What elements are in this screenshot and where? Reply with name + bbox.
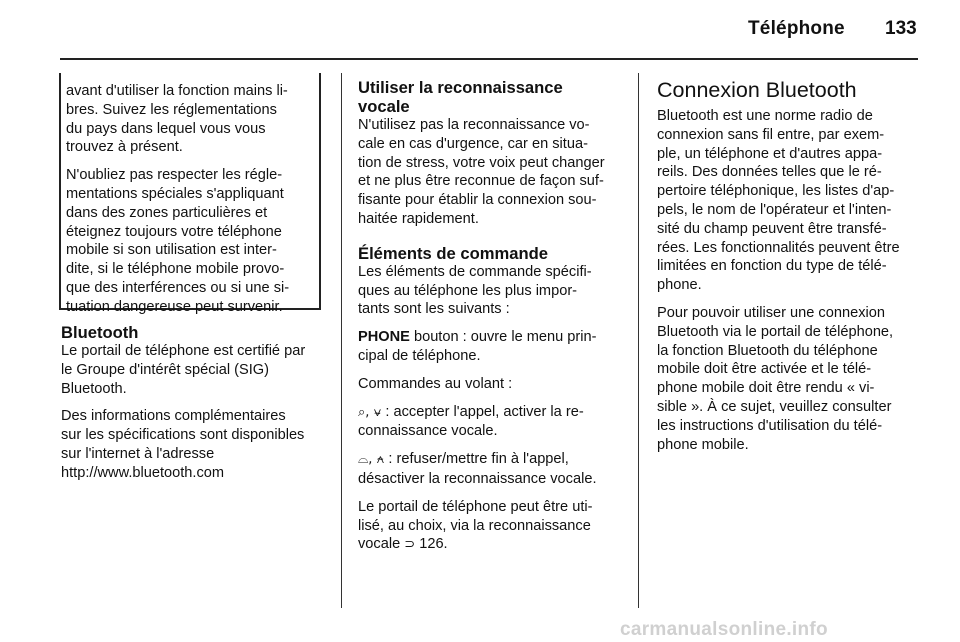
phone-button-item [358, 328, 633, 366]
bluetooth-connection-section [657, 78, 927, 463]
warning-paragraph-2: N'oubliez pas respecter les régle- mentations spéciales s'appliquant dans des zones particulières et éteignez toujours votre téléphone mobile si son utilisation est inter- dite, si le téléphone mobile provo- que des interférences ou si une si- tuation dangereuse peut survenir. [66, 167, 290, 315]
page-number: 133 [885, 18, 917, 39]
page-title: Téléphone [748, 18, 845, 39]
voice-heading: Utiliser la reconnaissance vocale [358, 78, 563, 116]
voice-p2-ref: 126. [415, 536, 448, 553]
end-call-icon: ⌓, ⍲ [358, 452, 385, 468]
controls-intro: Les éléments de commande spécifi- ques au téléphone les plus impor- tants sont les suivants : [358, 263, 592, 318]
voice-p2-text: Le portail de téléphone peut être uti- lisé, au choix, via la reconnaissance vocale [358, 498, 593, 553]
accept-desc: : accepter l'appel, activer la re- connaissance vocale. [358, 403, 584, 440]
column-divider-left [341, 73, 342, 608]
watermark: carmanualsonline.info [620, 619, 828, 640]
accept-item [358, 403, 633, 442]
column-divider-right [638, 73, 639, 608]
bluetooth-connection-paragraph-1: Bluetooth est une norme radio de connexion sans fil entre, par exem- ple, un téléphone et d'autres appa- reils. Des données telles que le ré- pertoire téléphonique, les listes d'ap- pels, le nom de l'opérateur et l'inten- sité du champ peuvent être transfé- rées. Les fonctionnalités peuvent être limitées en fonction du type de télé- phone. [657, 108, 900, 294]
voice-paragraph-2 [358, 498, 633, 555]
bluetooth-paragraph-1: Le portail de téléphone est certifié par le Groupe d'intérêt spécial (SIG) Bluetooth. [61, 343, 306, 397]
steering-label: Commandes au volant : [358, 375, 513, 392]
bluetooth-paragraph-2: Des informations complémentaires sur les spécifications sont disponibles sur l'internet à l'adresse http://www.bluetooth.com [61, 408, 305, 481]
controls-heading: Éléments de commande [358, 243, 548, 263]
accept-call-icon: ⌕, ⍱ [358, 404, 382, 420]
reject-item [358, 450, 633, 489]
page-reference-icon: ⊃ [404, 537, 416, 553]
bluetooth-section [61, 323, 331, 492]
bluetooth-heading: Bluetooth [61, 323, 139, 342]
reject-desc: : refuser/mettre fin à l'appel, désactiver la reconnaissance vocale. [358, 451, 597, 487]
phone-button-desc: bouton : ouvre le menu prin- cipal de téléphone. [358, 329, 597, 364]
bluetooth-connection-heading: Connexion Bluetooth [657, 78, 857, 102]
bluetooth-connection-paragraph-2: Pour pouvoir utiliser une connexion Bluetooth via le portail de téléphone, la fonction Bluetooth du téléphone mobile doit être activée et le télé- phone mobile doit être rendu « vi- sible ». À ce sujet, veuillez consulter les instructions d'utilisation du télé- phone mobile. [657, 304, 894, 453]
voice-paragraph-1: N'utilisez pas la reconnaissance vo- cale en cas d'urgence, car en situa- tion de stress, votre voix peut changer et ne plus être reconnue de façon suf- fisante pour établir la connexion sou- haitée rapidement. [358, 117, 605, 227]
voice-section [358, 78, 633, 564]
warning-paragraph-1: avant d'utiliser la fonction mains li- bres. Suivez les réglementations du pays dans lequel vous vous trouvez à présent. [66, 83, 288, 156]
header-divider [60, 58, 918, 60]
warning-box [59, 73, 321, 315]
phone-button-label: PHONE [358, 329, 410, 346]
